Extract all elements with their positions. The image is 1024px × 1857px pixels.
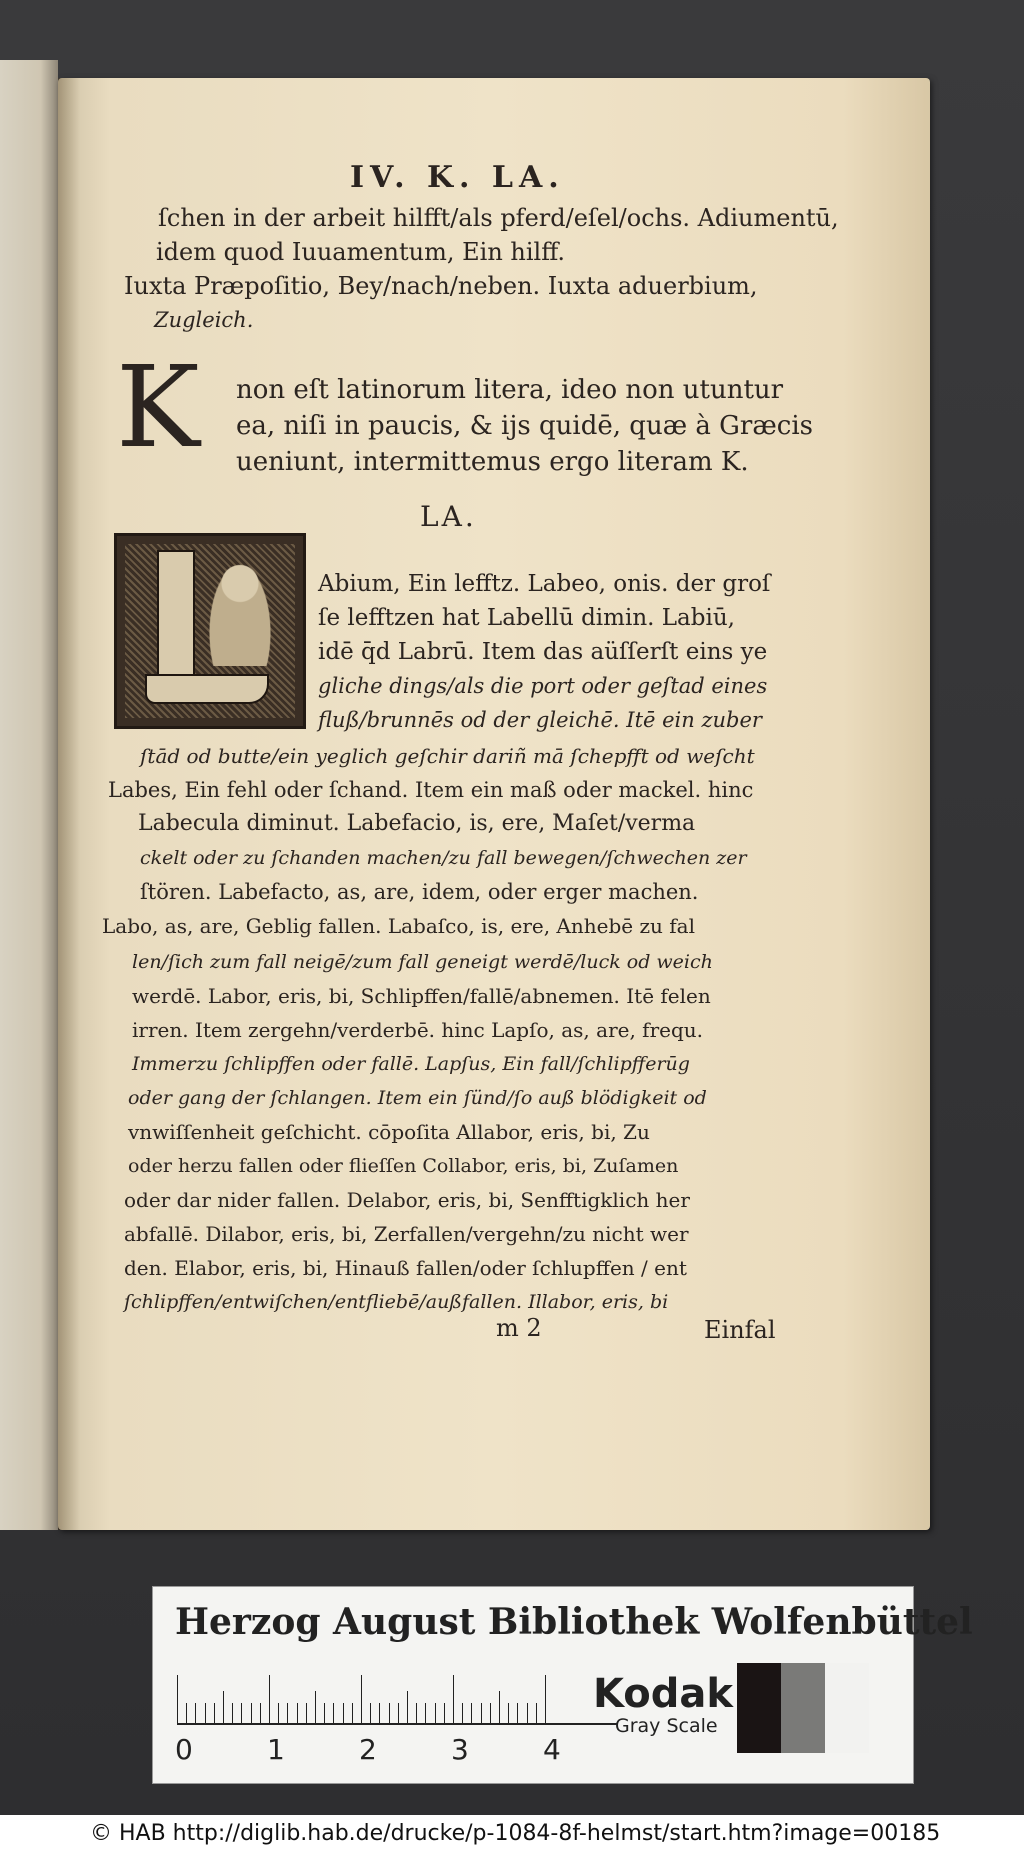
ruler-tick <box>232 1703 233 1725</box>
ruler-tick <box>278 1703 279 1725</box>
ruler-tick <box>370 1703 371 1725</box>
text-line: idem quod Iuuamentum, Ein hilff. <box>156 238 566 266</box>
ruler-tick <box>287 1703 288 1725</box>
la-line: ſe lefftzen hat Labellū dimin. Labiū, <box>318 605 735 631</box>
ruler-tick <box>407 1691 408 1725</box>
kodak-logo: Kodak <box>593 1671 733 1717</box>
ruler-tick <box>223 1691 224 1725</box>
la-line: ckelt oder zu ſchanden machen/zu fall bewegen/ſchwechen zer <box>140 847 747 869</box>
ruler-tick <box>425 1703 426 1725</box>
ruler-tick <box>389 1703 390 1725</box>
la-line: abfallē. Dilabor, eris, bi, Zerfallen/vergehn/zu nicht wer <box>124 1222 689 1246</box>
gutter-shadow <box>58 78 80 1530</box>
ruler-number: 4 <box>543 1733 561 1766</box>
ruler-tick <box>251 1703 252 1725</box>
copyright-url: © HAB http://diglib.hab.de/drucke/p-1084-8f-helmst/start.htm?image=00185 <box>90 1821 941 1846</box>
ruler-tick <box>435 1703 436 1725</box>
ruler-tick <box>490 1703 491 1725</box>
la-line: Labo, as, are, Geblig fallen. Labaſco, is, ere, Anhebē zu fal <box>102 914 695 938</box>
text-line: ſchen in der arbeit hilfft/als pferd/eſel/ochs. Adiumentū, <box>158 204 839 232</box>
ruler-tick <box>527 1703 528 1725</box>
k-paragraph-line: ueniunt, intermittemus ergo literam K. <box>236 447 749 477</box>
ruler-number: 3 <box>451 1733 469 1766</box>
la-line: den. Elabor, eris, bi, Hinauß fallen/oder ſchlupffen / ent <box>124 1256 687 1280</box>
ruler-tick <box>517 1703 518 1725</box>
la-line: oder gang der ſchlangen. Item ein ſünd/ſo auß blödigkeit od <box>128 1087 707 1109</box>
gray-patch-dark <box>737 1663 781 1753</box>
ruler-tick <box>361 1675 362 1725</box>
ruler-tick <box>269 1675 270 1725</box>
la-line: oder dar nider fallen. Delabor, eris, bi, Senfftigklich her <box>124 1188 690 1212</box>
color-calibration-card <box>152 1586 973 1784</box>
la-line: Immerzu ſchlipffen oder fallē. Lapſus, Ein fall/ſchlipfferūg <box>132 1053 690 1075</box>
ruler-tick <box>536 1703 537 1725</box>
la-line: werdē. Labor, eris, bi, Schlipffen/fallē/abnemen. Itē felen <box>132 984 711 1008</box>
library-name: Herzog August Bibliothek Wolfenbüttel <box>175 1601 973 1643</box>
ruler-number: 0 <box>175 1733 193 1766</box>
ruler-tick <box>481 1703 482 1725</box>
ruler-tick <box>186 1703 187 1725</box>
la-line: irren. Item zergehn/verderbē. hinc Lapſo, as, are, frequ. <box>132 1018 704 1042</box>
ruler-tick <box>324 1703 325 1725</box>
k-initial-letter: K <box>116 343 200 473</box>
la-line: Labes, Ein fehl oder ſchand. Item ein maß oder mackel. hinc <box>108 778 754 802</box>
la-line: len/ſich zum fall neigē/zum fall geneigt werdē/luck od weich <box>132 951 713 973</box>
ruler-tick <box>205 1703 206 1725</box>
gray-patch-light <box>825 1663 869 1753</box>
ruler-number: 1 <box>267 1733 285 1766</box>
ruler-tick <box>471 1703 472 1725</box>
la-line: ſchlipffen/entwiſchen/entfliebē/außfallen. Illabor, eris, bi <box>124 1291 669 1313</box>
ruler-tick <box>462 1703 463 1725</box>
ruler-baseline <box>177 1723 617 1725</box>
ruler-tick <box>315 1691 316 1725</box>
ruler-tick <box>398 1703 399 1725</box>
ruler-tick <box>343 1703 344 1725</box>
signature-mark: m 2 <box>496 1314 542 1342</box>
running-head: IV. K. LA. <box>350 160 565 195</box>
ruler-tick <box>444 1703 445 1725</box>
la-line: Labecula diminut. Labefacio, is, ere, Maſet/verma <box>138 811 696 836</box>
k-paragraph-line: ea, niſi in paucis, & ijs quidē, quæ à Græcis <box>236 411 814 441</box>
woodcut-initial-l <box>114 533 306 729</box>
ruler-tick <box>499 1691 500 1725</box>
gray-patch-mid <box>781 1663 825 1753</box>
la-line: gliche dings/als die port oder geſtad eines <box>318 674 768 698</box>
la-line: fluß/brunnēs od der gleichē. Itē ein zuber <box>318 708 762 732</box>
la-line: ſtād od butte/ein yeglich geſchir dariñ mā ſchepfft od weſcht <box>140 744 755 768</box>
ruler-number: 2 <box>359 1733 377 1766</box>
ruler-tick <box>260 1703 261 1725</box>
la-line: vnwiſſenheit geſchicht. cōpoſita Allabor, eris, bi, Zu <box>128 1120 650 1144</box>
ruler-tick <box>453 1675 454 1725</box>
la-line: Abium, Ein lefftz. Labeo, onis. der groſ <box>318 571 771 597</box>
la-line: oder herzu fallen oder flieſſen Collabor, eris, bi, Zuſamen <box>128 1155 679 1177</box>
ruler-tick <box>352 1703 353 1725</box>
ruler-tick <box>508 1703 509 1725</box>
k-paragraph-line: non eſt latinorum litera, ideo non utuntur <box>236 375 784 405</box>
ruler-tick <box>333 1703 334 1725</box>
ruler-tick <box>214 1703 215 1725</box>
section-heading: LA. <box>420 500 477 533</box>
text-line: Zugleich. <box>154 308 254 332</box>
gray-scale-label: Gray Scale <box>615 1715 718 1737</box>
initial-foot <box>145 674 269 704</box>
ruler-tick <box>416 1703 417 1725</box>
la-line: idē q̄d Labrū. Item das aüſſerſt eins ye <box>318 639 768 665</box>
catchword: Einfal <box>704 1316 776 1344</box>
ruler-tick <box>177 1675 178 1725</box>
initial-figure <box>205 556 275 666</box>
text-line: Iuxta Præpoſitio, Bey/nach/neben. Iuxta aduerbium, <box>124 272 758 300</box>
ruler-tick <box>241 1703 242 1725</box>
ruler-tick <box>297 1703 298 1725</box>
ruler-tick <box>195 1703 196 1725</box>
ruler-tick <box>379 1703 380 1725</box>
ruler-tick <box>545 1675 546 1725</box>
ruler-tick <box>306 1703 307 1725</box>
la-line: ſtören. Labefacto, as, are, idem, oder erger machen. <box>140 880 699 904</box>
facing-page-edge <box>0 60 58 1530</box>
ruler-ticks <box>177 1675 617 1725</box>
